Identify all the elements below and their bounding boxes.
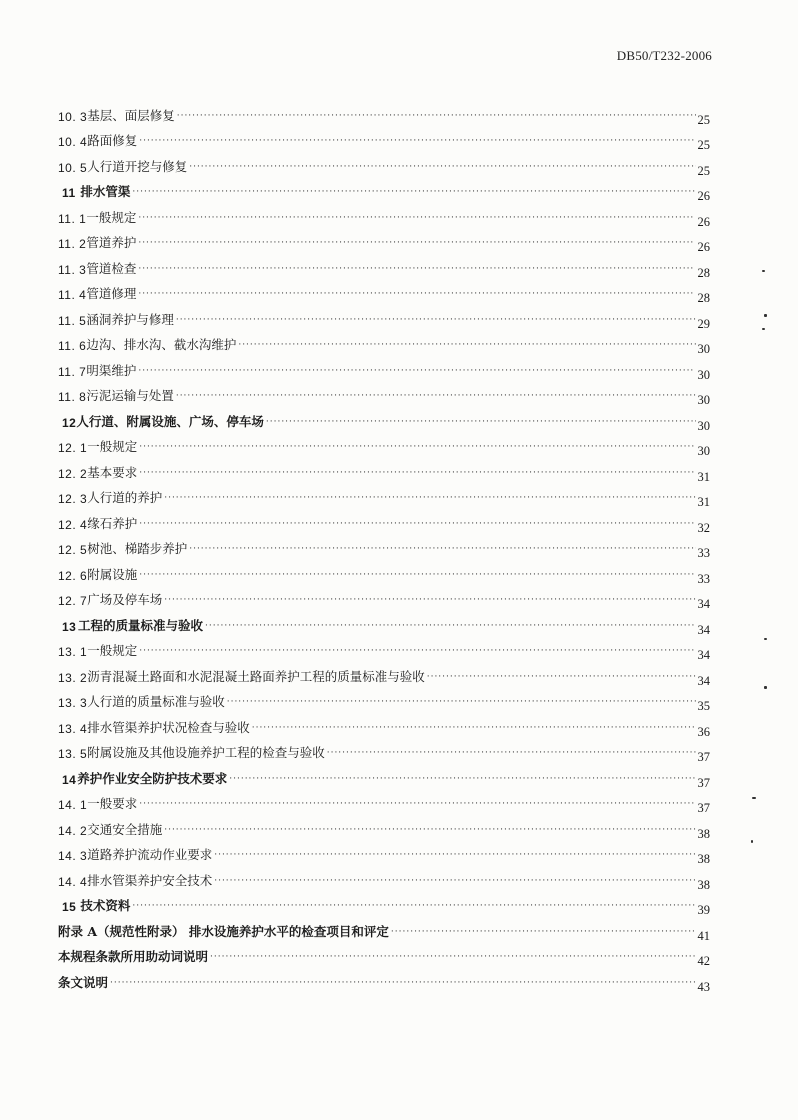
toc-entry-title: 条文说明 [58, 974, 109, 990]
toc-entry-page: 43 [697, 979, 710, 994]
toc-entry-number: 12. 2 [58, 466, 88, 481]
toc-entry-number: 12. 1 [58, 441, 88, 455]
document-code: DB50/T232-2006 [616, 48, 712, 63]
toc-entry-title: 一般要求 [87, 796, 138, 811]
toc-entry-page: 37 [697, 775, 710, 790]
toc-entry [58, 889, 710, 915]
toc-entry-number: 14. 4 [58, 874, 88, 889]
toc-entry [58, 914, 710, 943]
toc-entry [58, 149, 710, 178]
scan-speck [764, 314, 767, 317]
scan-speck [764, 638, 767, 640]
toc-entry-number: 11. 1 [58, 211, 87, 226]
toc-entry-title: 路面修复 [87, 133, 138, 148]
dot-leader [138, 239, 695, 248]
toc-entry-title: 养护作业安全防护技术要求 [77, 770, 228, 786]
toc-entry-title: 人行道、附属设施、广场、停车场 [76, 413, 264, 429]
toc-entry-number: 13. 4 [58, 721, 88, 736]
toc-entry-title: 污泥运输与处置 [86, 388, 174, 403]
dot-leader [427, 673, 696, 682]
toc-entry-page: 30 [697, 393, 710, 407]
toc-entry-number: 13. 2 [58, 670, 88, 685]
toc-entry [58, 277, 710, 303]
toc-entry-page: 26 [697, 240, 710, 254]
dot-leader [229, 775, 695, 784]
toc-entry-page: 42 [697, 954, 710, 968]
toc-entry [58, 506, 710, 535]
dot-leader [176, 316, 696, 325]
toc-entry-page: 32 [697, 520, 710, 535]
toc-entry-title: 涵洞养护与修理 [86, 311, 174, 327]
toc-entry [58, 965, 710, 994]
toc-entry [58, 226, 710, 252]
dot-leader [391, 928, 696, 937]
dot-leader [327, 749, 696, 758]
dot-leader [138, 214, 695, 223]
toc-entry-title: 交通安全措施 [87, 821, 163, 837]
toc-entry-page: 25 [697, 163, 710, 178]
toc-entry-title: 附录 A（规范性附录） 排水设施养护水平的检查项目和评定 [58, 923, 389, 939]
toc-entry [58, 353, 710, 382]
toc-entry-title: 沥青混凝土路面和水泥混凝土路面养护工程的质量标准与验收 [87, 668, 425, 684]
toc-entry [58, 608, 710, 637]
toc-entry-number: 13. 5 [58, 747, 88, 761]
toc-entry-page: 26 [697, 214, 710, 229]
toc-entry [58, 302, 710, 331]
toc-entry-title: 人行道的质量标准与验收 [87, 694, 225, 709]
toc-entry-title: 基本要求 [87, 464, 138, 480]
toc-entry-title: 附属设施 [87, 566, 138, 582]
toc-entry-number: 14. 3 [58, 849, 88, 863]
dot-leader [205, 622, 695, 631]
toc-entry-title: 道路养护流动作业要求 [87, 847, 213, 862]
toc-entry-page: 30 [697, 418, 710, 433]
toc-entry-number: 12. 7 [58, 594, 88, 608]
scan-speck [762, 270, 765, 272]
dot-leader [139, 137, 695, 146]
toc-entry-page: 33 [697, 571, 710, 586]
toc-entry [58, 175, 710, 201]
dot-leader [139, 469, 695, 478]
dot-leader [266, 418, 696, 427]
toc-entry-page: 25 [697, 112, 710, 127]
toc-entry-title: 人行道开挖与修复 [87, 158, 188, 174]
dot-leader [110, 979, 695, 988]
toc-entry-number: 13. 3 [58, 696, 88, 710]
toc-entry-page: 30 [697, 342, 710, 356]
toc-entry [58, 685, 710, 711]
scan-speck [751, 840, 753, 843]
toc-entry [58, 583, 710, 609]
dot-leader [164, 596, 695, 605]
dot-leader [139, 647, 695, 656]
scan-speck [752, 797, 756, 799]
toc-entry-page: 36 [697, 724, 710, 739]
scan-speck [764, 686, 767, 689]
toc-entry-title: 技术资料 [80, 898, 131, 913]
toc-entry [58, 634, 710, 660]
toc-entry-title: 管道修理 [86, 286, 137, 301]
toc-entry-number: 10. 3 [58, 109, 88, 124]
toc-entry-page: 34 [697, 648, 710, 662]
toc-entry-number: 14 [62, 772, 77, 787]
dot-leader [189, 163, 695, 172]
toc-entry [58, 379, 710, 405]
dot-leader [176, 392, 696, 401]
toc-entry-page: 28 [697, 265, 710, 280]
dot-leader [139, 800, 695, 809]
toc-entry-number: 12. 3 [58, 492, 88, 506]
toc-entry [58, 124, 710, 150]
toc-entry [58, 251, 710, 280]
toc-entry-number: 10. 4 [58, 135, 88, 149]
toc-entry-page: 41 [697, 928, 710, 943]
dot-leader [132, 902, 695, 911]
toc-entry-page: 30 [697, 367, 710, 382]
toc-entry-title: 工程的质量标准与验收 [78, 617, 204, 633]
toc-entry [58, 481, 710, 507]
toc-entry-page: 29 [697, 316, 710, 331]
toc-entry-title: 排水管渠养护状况检查与验收 [87, 719, 250, 735]
dot-leader [164, 494, 695, 503]
toc-entry [58, 761, 710, 790]
toc-entry-title: 管道养护 [86, 235, 137, 250]
toc-entry-title: 树池、梯踏步养护 [87, 541, 188, 556]
dot-leader [177, 112, 696, 121]
toc-entry [58, 404, 710, 433]
toc-entry-page: 30 [697, 444, 710, 458]
toc-entry-page: 37 [697, 801, 710, 815]
dot-leader [138, 265, 695, 274]
toc-entry-number: 12 [62, 415, 77, 430]
dot-leader [189, 545, 695, 554]
toc-entry-title: 管道检查 [86, 260, 137, 276]
toc-entry-number: 12. 6 [58, 568, 88, 583]
toc-entry-page: 38 [697, 852, 710, 866]
toc-entry [58, 659, 710, 688]
toc-entry-page: 33 [697, 546, 710, 560]
toc-entry-number: 13. 1 [58, 645, 88, 659]
toc-entry-title: 附属设施及其他设施养护工程的检查与验收 [87, 745, 325, 760]
toc-entry [58, 455, 710, 484]
dot-leader [139, 571, 695, 580]
toc-entry-title: 一般规定 [86, 209, 137, 225]
toc-entry-number: 11. 2 [58, 237, 87, 251]
dot-leader [132, 188, 695, 197]
toc-entry-title: 基层、面层修复 [87, 107, 175, 123]
dot-leader [139, 520, 695, 529]
toc-entry-number: 12. 4 [58, 517, 88, 532]
toc-entry [58, 200, 710, 229]
toc-entry-number: 14. 2 [58, 823, 88, 838]
toc-entry [58, 812, 710, 841]
dot-leader [210, 953, 695, 962]
toc-entry-page: 31 [697, 469, 710, 484]
toc-entry [58, 736, 710, 762]
dot-leader [238, 341, 695, 350]
toc-entry-number: 11. 7 [58, 364, 87, 379]
dot-leader [214, 851, 695, 860]
dot-leader [227, 698, 696, 707]
toc-entry [58, 863, 710, 892]
toc-entry [58, 787, 710, 813]
toc-entry-number: 11. 3 [58, 262, 87, 277]
toc-entry-page: 25 [697, 138, 710, 152]
dot-leader [138, 290, 695, 299]
toc-entry-number: 12. 5 [58, 543, 88, 557]
dot-leader [214, 877, 695, 886]
toc-entry-page: 31 [697, 495, 710, 509]
toc-entry-page: 39 [697, 903, 710, 917]
toc-entry-title: 本规程条款所用助动词说明 [58, 949, 209, 964]
toc-entry [58, 532, 710, 558]
toc-entry-page: 38 [697, 826, 710, 841]
toc-entry-title: 边沟、排水沟、截水沟维护 [86, 337, 237, 352]
toc-entry-title: 一般规定 [87, 439, 138, 454]
toc-entry-number: 14. 1 [58, 798, 88, 812]
dot-leader [138, 367, 695, 376]
toc-entry-page: 34 [697, 597, 710, 611]
toc-entry [58, 838, 710, 864]
toc-entry-page: 37 [697, 750, 710, 764]
toc-entry-number: 11 [62, 186, 76, 200]
dot-leader [164, 826, 695, 835]
toc-entry-number: 10. 5 [58, 160, 88, 175]
scan-speck [762, 328, 765, 330]
toc-entry-title: 人行道的养护 [87, 490, 163, 505]
toc-entry-page: 28 [697, 291, 710, 305]
table-of-contents [58, 98, 710, 994]
dot-leader [252, 724, 696, 733]
toc-entry-title: 排水管渠 [80, 184, 131, 199]
toc-entry-title: 排水管渠养护安全技术 [87, 872, 213, 888]
toc-entry-title: 广场及停车场 [87, 592, 163, 607]
toc-entry-number: 11. 5 [58, 313, 87, 328]
toc-entry-number: 15 [62, 900, 77, 914]
toc-entry-number: 11. 4 [58, 288, 87, 302]
toc-entry-page: 34 [697, 673, 710, 688]
toc-entry [58, 557, 710, 586]
toc-entry-number: 11. 8 [58, 390, 87, 404]
toc-entry-title: 明渠维护 [86, 362, 137, 378]
toc-entry-number: 13 [62, 619, 77, 634]
toc-entry-page: 35 [697, 699, 710, 713]
toc-entry [58, 710, 710, 739]
toc-entry-title: 缘石养护 [87, 515, 138, 531]
toc-entry [58, 940, 710, 966]
toc-entry-number: 11. 6 [58, 339, 87, 353]
dot-leader [139, 443, 695, 452]
toc-entry-page: 34 [697, 622, 710, 637]
toc-entry-page: 38 [697, 877, 710, 892]
toc-entry [58, 328, 710, 354]
toc-entry [58, 98, 710, 127]
toc-entry-page: 26 [697, 189, 710, 203]
toc-entry [58, 430, 710, 456]
toc-entry-title: 一般规定 [87, 643, 138, 658]
